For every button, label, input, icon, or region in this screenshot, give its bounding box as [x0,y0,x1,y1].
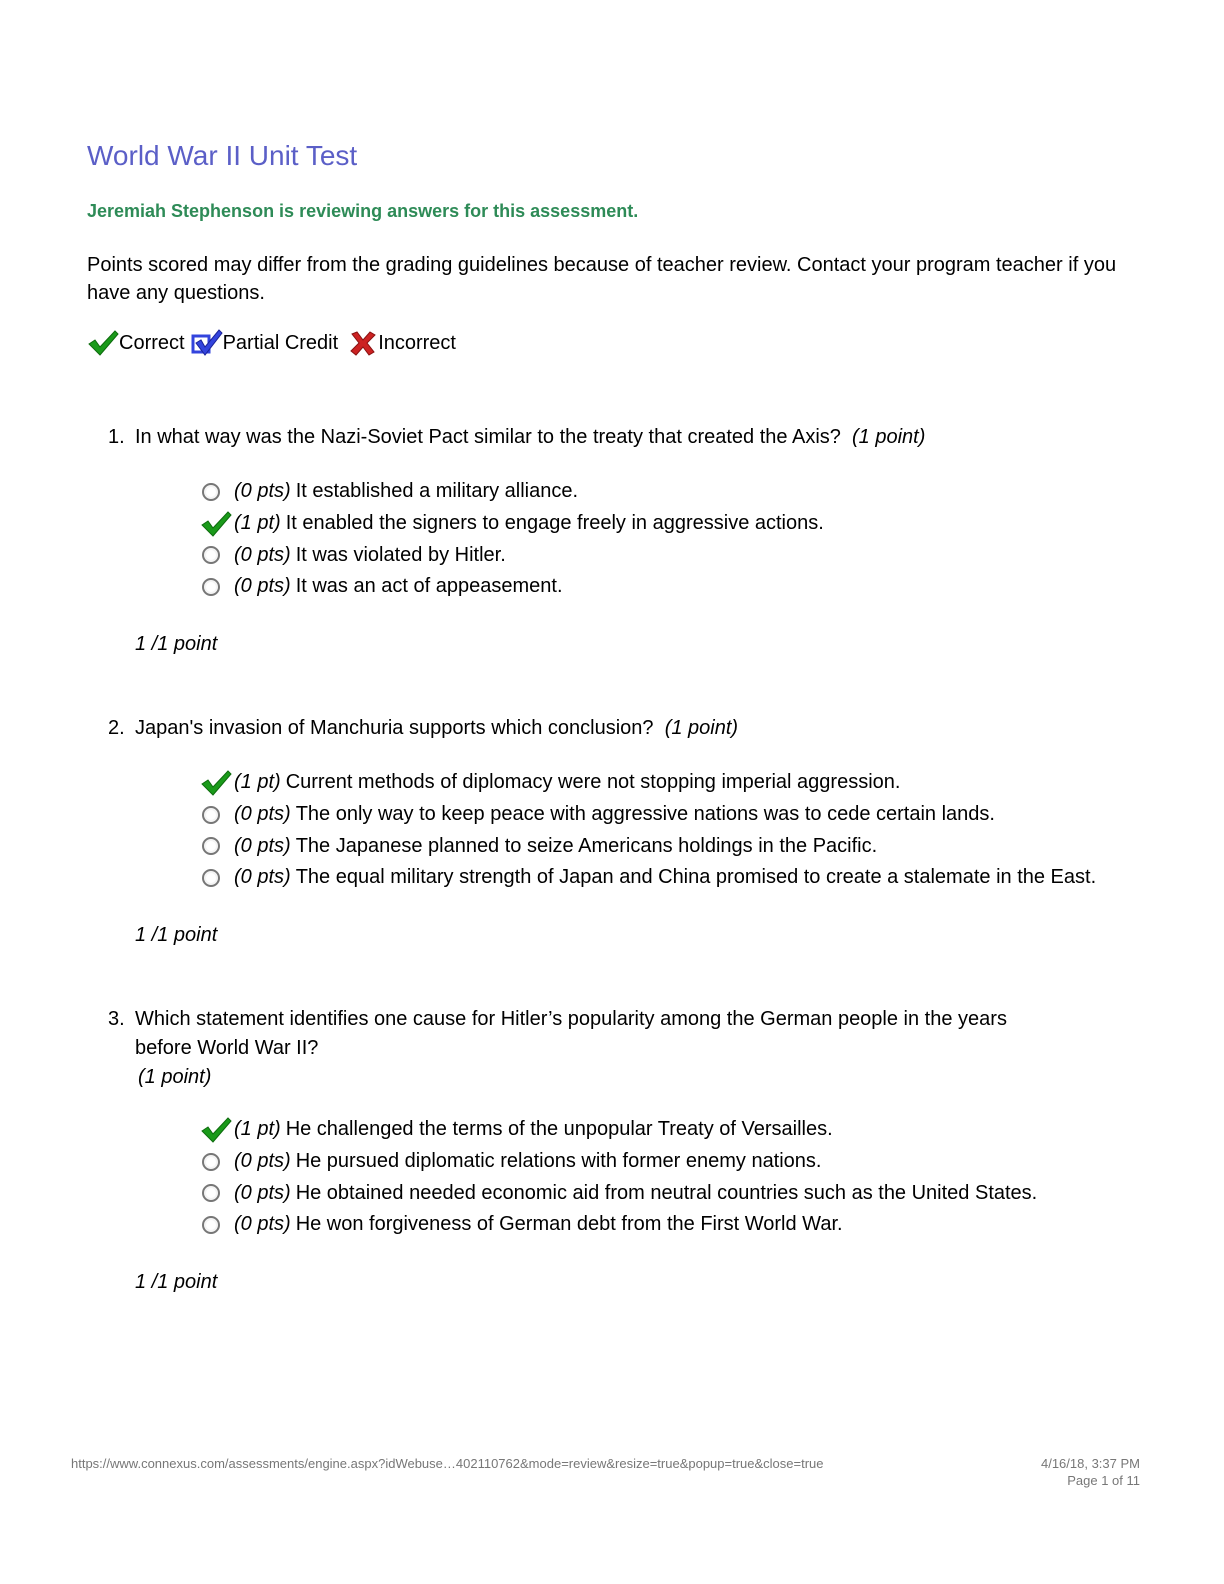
reviewer-notice: Jeremiah Stephenson is reviewing answers for this assessment. [87,201,639,221]
green-check-icon [200,510,234,538]
red-x-icon [348,330,378,356]
footer-url: https://www.connexus.com/assessments/engine.aspx?idWebuse…402110762&mode=review&resize=true&popup=true&close=true [71,1456,824,1471]
answer-choice[interactable]: (0 pts) He won forgiveness of German debt from the First World War. [200,1209,1128,1241]
grading-legend [87,328,462,358]
answer-choice[interactable]: (1 pt) It enabled the signers to engage freely in aggressive actions. [200,508,1128,540]
radio-button[interactable] [200,804,234,826]
question-number: 3. [108,1008,125,1030]
answer-choice[interactable]: (0 pts) The Japanese planned to seize Americans holdings in the Pacific. [200,830,1128,862]
question-text: In what way was the Nazi-Soviet Pact similar to the treaty that created the Axis? (1 point) [135,426,926,448]
answer-choice[interactable]: (0 pts) The only way to keep peace with aggressive nations was to cede certain lands. [200,799,1128,831]
green-check-icon [87,329,119,357]
answer-choice[interactable]: (0 pts) It was violated by Hitler. [200,539,1128,571]
answer-choice[interactable]: (0 pts) It was an act of appeasement. [200,571,1128,603]
radio-button[interactable] [200,1182,234,1204]
answer-choices [200,476,1128,603]
radio-button[interactable] [200,1151,234,1173]
footer-datetime: 4/16/18, 3:37 PM [1040,1456,1140,1471]
question-text: Which statement identifies one cause for Hitler’s popularity among the German people in the years before World War II? [135,1008,1007,1059]
question-score: 1 /1 point [135,1270,218,1293]
legend-partial: Partial Credit [191,328,339,358]
radio-button[interactable] [200,576,234,598]
legend-correct: Correct [87,329,185,357]
answer-choices [200,767,1128,894]
grading-notice: Points scored may differ from the grading guidelines because of teacher review. Contact your program teacher if you have any questions. [87,254,1117,304]
answer-choice[interactable]: (0 pts) The equal military strength of Japan and China promised to create a stalemate in the East. [200,862,1128,894]
question-score: 1 /1 point [135,632,218,655]
answer-choice[interactable]: (0 pts) He obtained needed economic aid from neutral countries such as the United States. [200,1177,1128,1209]
answer-choice[interactable]: (1 pt) He challenged the terms of the unpopular Treaty of Versailles. [200,1114,1128,1146]
answer-choice[interactable]: (0 pts) He pursued diplomatic relations with former enemy nations. [200,1146,1128,1178]
footer-page-number: Page 1 of 11 [1067,1473,1140,1488]
radio-button[interactable] [200,544,234,566]
legend-incorrect: Incorrect [348,330,456,356]
radio-button[interactable] [200,835,234,857]
radio-button[interactable] [200,481,234,503]
question-points: (1 point) [852,426,926,448]
question-1 [108,423,1128,656]
answer-choice[interactable]: (0 pts) It established a military alliance. [200,476,1128,508]
green-check-icon [200,769,234,797]
blue-check-icon [191,328,223,358]
answer-choice[interactable]: (1 pt) Current methods of diplomacy were not stopping imperial aggression. [200,767,1128,799]
green-check-icon [200,1116,234,1144]
question-points: (1 point) [664,717,739,739]
radio-button[interactable] [200,867,234,889]
question-number: 1. [108,426,125,448]
radio-button[interactable] [200,1214,234,1236]
page-title: World War II Unit Test [87,140,358,171]
question-points: (1 point) [138,1066,212,1088]
question-3 [108,1005,1128,1294]
answer-choices [200,1114,1128,1241]
question-number: 2. [108,717,125,739]
question-score: 1 /1 point [135,923,218,946]
question-2 [108,714,1128,947]
question-text: Japan's invasion of Manchuria supports which conclusion? (1 point) [135,717,739,739]
